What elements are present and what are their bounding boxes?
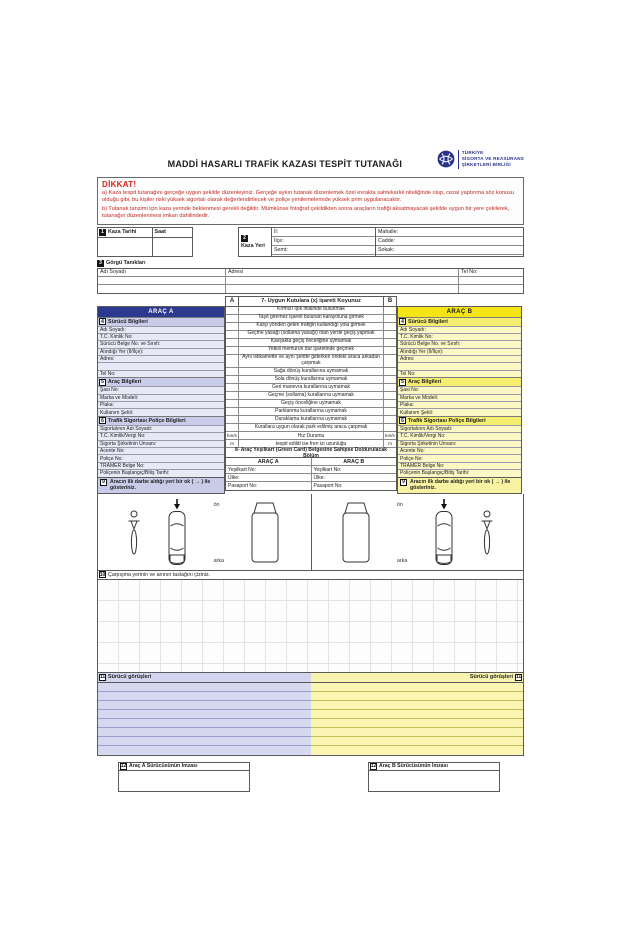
violation-label: Duraklama kurallarına uymamak bbox=[275, 415, 347, 422]
section-4-number: 4 bbox=[99, 318, 106, 325]
accident-date-label: Kaza Tarihi bbox=[108, 229, 137, 235]
witness-address-input[interactable] bbox=[226, 277, 459, 284]
violation-label: Geçme (sollama) kurallarına uymamak bbox=[268, 391, 354, 398]
policy-field-row-a[interactable]: TRAMER Belge No: bbox=[98, 462, 224, 469]
witnesses-table bbox=[97, 268, 524, 294]
section-6-number: 6 bbox=[99, 417, 106, 424]
vehicle-field-row-b[interactable]: Marka ve Modeli: bbox=[398, 394, 521, 401]
witness-row bbox=[98, 285, 523, 293]
form-header bbox=[97, 150, 524, 177]
section-1-number: 1 bbox=[99, 229, 106, 236]
brake-unit-b[interactable]: m bbox=[383, 440, 396, 447]
front-label: ön bbox=[213, 501, 220, 508]
front-label: ön bbox=[396, 501, 403, 508]
greencard-title: 8- Araç Yeşilkart (Green Card) Belgesine Sahipse Doldurulacak Bölüm bbox=[226, 448, 396, 458]
violation-checkbox-b[interactable] bbox=[383, 416, 396, 423]
speed-label: Hız Durumu bbox=[297, 432, 325, 439]
policy-field-row-a[interactable]: Poliçenin Başlangıç/Bitiş Tarihi: bbox=[98, 469, 224, 476]
greencard-row bbox=[226, 474, 396, 482]
violation-checkbox-a[interactable] bbox=[226, 347, 239, 354]
impact-arrow-icon bbox=[173, 499, 181, 510]
opinions-lines-a[interactable] bbox=[98, 683, 311, 755]
policy-field-row-b[interactable]: Acente No: bbox=[398, 447, 521, 454]
driver-field-row-a[interactable]: T.C. Kimlik No: bbox=[98, 333, 224, 340]
policy-field-row-b[interactable]: Poliçe No: bbox=[398, 454, 521, 461]
front-rear-labels bbox=[214, 502, 225, 564]
violation-row bbox=[226, 408, 396, 416]
witness-phone-header: Tel No: bbox=[461, 269, 478, 275]
place-right-fields bbox=[376, 228, 523, 256]
violation-checkbox-b[interactable] bbox=[383, 355, 396, 368]
witnesses-label: Görgü Tanıkları bbox=[106, 260, 146, 266]
violation-checkbox-a[interactable] bbox=[226, 323, 239, 330]
accident-place-box bbox=[238, 227, 524, 257]
violation-row bbox=[226, 368, 396, 376]
insurers-association-logo bbox=[437, 150, 524, 169]
impact-diagram-band bbox=[97, 494, 524, 570]
greencard-field-b[interactable]: Yeşilkart No: bbox=[313, 466, 342, 473]
driver-field-row-b[interactable]: T.C. Kimlik No: bbox=[398, 333, 521, 340]
driver-field-row-b[interactable]: Alındığı Yer (İl/İlçe): bbox=[398, 348, 521, 355]
violation-label: Kırmızı ışık ihlalinde bulunmak bbox=[277, 306, 345, 313]
section-10-number: 10 bbox=[99, 571, 106, 578]
column-b-header: B bbox=[383, 297, 396, 306]
brake-unit-a[interactable]: m bbox=[226, 440, 239, 447]
section-11-number: 11 bbox=[515, 674, 522, 681]
speed-row bbox=[226, 432, 396, 440]
violation-checkbox-b[interactable] bbox=[383, 323, 396, 330]
violation-label: Sola dönüş kurallarına uymamak bbox=[274, 375, 348, 382]
car-with-arrow bbox=[433, 499, 455, 566]
violation-label: Kavşakta geçiş önceliğine uymamak bbox=[270, 338, 352, 345]
violation-label: Kurallara uygun olarak park edilmiş araca çarpmak bbox=[254, 423, 368, 430]
sketch-caption bbox=[98, 571, 523, 580]
section-12-number: 12 bbox=[120, 763, 127, 770]
opinions-body bbox=[97, 683, 524, 756]
vehicle-a-title: ARAÇ A bbox=[98, 307, 224, 317]
violation-checkbox-b[interactable] bbox=[383, 384, 396, 391]
violation-checkbox-a[interactable] bbox=[226, 408, 239, 415]
section-9-number: 9 bbox=[100, 479, 107, 486]
driver-field-row-b[interactable]: Adres: bbox=[398, 355, 521, 362]
vehicle-b-title: ARAÇ B bbox=[398, 307, 521, 317]
diagram-divider bbox=[311, 494, 312, 570]
signature-box-b bbox=[368, 762, 500, 792]
vehicle-a-column bbox=[97, 296, 225, 494]
vehicle-field-row-b[interactable]: Şasi No: bbox=[398, 386, 521, 393]
policy-field-row-a[interactable]: T.C. Kimlik/Vergi No: bbox=[98, 432, 224, 439]
vehicle-b-column bbox=[397, 296, 522, 494]
accident-date-input[interactable] bbox=[98, 238, 153, 256]
place-left-fields bbox=[272, 228, 376, 256]
motorcycle-icon bbox=[480, 509, 494, 557]
opinions-lines-b[interactable] bbox=[311, 683, 524, 755]
section-2-number: 2 bbox=[241, 235, 248, 242]
violation-row bbox=[226, 416, 396, 424]
violation-checkbox-b[interactable] bbox=[383, 347, 396, 354]
impact-instruction-b: 9 Aracın ilk darbe aldığı yeri bir ok ( → ) ile gösteriniz. bbox=[398, 477, 521, 493]
vehicle-info-header-b: 5 Araç Bilgileri bbox=[398, 377, 521, 386]
violation-checkbox-b[interactable] bbox=[383, 376, 396, 383]
violation-checkbox-b[interactable] bbox=[383, 315, 396, 322]
motorcycle-icon bbox=[127, 509, 141, 557]
speed-unit-b[interactable]: km/s bbox=[383, 432, 396, 439]
opinions-header bbox=[97, 673, 524, 683]
policy-field-row-a[interactable]: Acente No: bbox=[98, 447, 224, 454]
policy-field-row-a[interactable]: Poliçe No: bbox=[98, 454, 224, 461]
main-band bbox=[97, 296, 524, 494]
vehicle-field-row-b[interactable]: Kullanım Şekli: bbox=[398, 408, 521, 415]
violation-checkbox-b[interactable] bbox=[383, 400, 396, 407]
accident-place-label: Kaza Yeri bbox=[241, 242, 265, 249]
violation-label: Geçiş önceliğine uymamak bbox=[281, 399, 341, 406]
place-field-row[interactable]: Semt: bbox=[272, 246, 375, 255]
greencard-subheader bbox=[226, 458, 396, 466]
vehicle-field-row-a[interactable]: Plaka: bbox=[98, 401, 224, 408]
violation-row bbox=[226, 384, 396, 392]
policy-field-row-a[interactable]: Sigorta Şirketinin Unvanı: bbox=[98, 440, 224, 447]
accident-place-label-cell bbox=[239, 228, 272, 256]
violation-checkbox-b[interactable] bbox=[383, 424, 396, 431]
car-top-view-icon bbox=[433, 510, 455, 566]
violations-header bbox=[226, 297, 396, 307]
witness-name-header: Adı Soyadı bbox=[98, 269, 226, 276]
driver-field-row-b[interactable] bbox=[398, 362, 521, 369]
signature-caption-b: 12 Araç B Sürücüsünün İmzası bbox=[368, 762, 500, 771]
logo-text bbox=[458, 150, 524, 169]
spacer bbox=[193, 227, 238, 257]
warning-title: DİKKAT! bbox=[102, 180, 137, 189]
form-title: MADDİ HASARLI TRAFİK KAZASI TESPİT TUTANAĞI bbox=[167, 159, 403, 169]
violation-checkbox-b[interactable] bbox=[383, 331, 396, 338]
car-top-view-icon bbox=[166, 510, 188, 566]
section-9-number: 9 bbox=[400, 479, 407, 486]
column-a-header: A bbox=[226, 297, 239, 306]
sketch-label: Çarpışma yerinin ve anının taslağını çiziniz. bbox=[108, 571, 211, 578]
vehicle-a-diagrams[interactable] bbox=[98, 494, 311, 570]
violation-row bbox=[226, 424, 396, 432]
section-6-number: 6 bbox=[399, 417, 406, 424]
policy-field-row-b[interactable]: Poliçenin Başlangıç/Bitiş Tarihi: bbox=[398, 469, 521, 476]
signature-caption-a: 12 Araç A Sürücüsünün İmzası bbox=[118, 762, 250, 771]
sketch-grid-area[interactable] bbox=[98, 580, 523, 672]
violation-checkbox-a[interactable] bbox=[226, 368, 239, 375]
policy-field-row-b[interactable]: Sigorta Şirketinin Unvanı: bbox=[398, 440, 521, 447]
car-with-arrow bbox=[166, 499, 188, 566]
witnesses-header-row bbox=[98, 269, 523, 277]
violation-row bbox=[226, 355, 396, 369]
section-4-number: 4 bbox=[399, 318, 406, 325]
opinions-header-a: 11 Sürücü görüşleri bbox=[98, 673, 311, 682]
policy-field-row-b[interactable]: Sigortalının Adı Soyadı: bbox=[398, 425, 521, 432]
driver-field-row-b[interactable]: Tel No: bbox=[398, 370, 521, 377]
witness-name-input[interactable] bbox=[98, 285, 226, 293]
driver-field-row-a[interactable]: Alındığı Yer (İl/İlçe): bbox=[98, 348, 224, 355]
violation-label: Aynı istikamette ve aynı şeritte giderken öndeki araca arkadan çarpmak bbox=[242, 354, 380, 366]
section-12-number: 12 bbox=[370, 763, 377, 770]
witness-address-input[interactable] bbox=[226, 285, 459, 293]
violation-row bbox=[226, 392, 396, 400]
sketch-section bbox=[97, 570, 524, 673]
logo-emblem-icon bbox=[437, 150, 455, 168]
violation-checkbox-a[interactable] bbox=[226, 424, 239, 431]
violation-label: Geçme yasağı (sollama yasağı) olan yerde geçiş yapmak bbox=[247, 330, 375, 337]
vehicle-field-row-a[interactable]: Marka ve Modeli: bbox=[98, 394, 224, 401]
violations-table bbox=[225, 296, 397, 492]
driver-field-row-a[interactable]: Tel No: bbox=[98, 370, 224, 377]
violation-checkbox-a[interactable] bbox=[226, 392, 239, 399]
violation-row bbox=[226, 376, 396, 384]
rear-label: arka bbox=[213, 557, 225, 564]
driver-field-row-a[interactable]: Sürücü Belge No. ve Sınıfı: bbox=[98, 340, 224, 347]
policy-field-row-b[interactable]: T.C. Kimlik/Vergi No: bbox=[398, 432, 521, 439]
accident-date-label-cell bbox=[98, 228, 153, 237]
section-5-number: 5 bbox=[399, 379, 406, 386]
policy-field-row-a[interactable]: Sigortalının Adı Soyadı: bbox=[98, 425, 224, 432]
greencard-field-a[interactable]: Pasaport No: bbox=[226, 482, 312, 490]
vehicle-field-row-b[interactable]: Plaka: bbox=[398, 401, 521, 408]
greencard-field-b[interactable]: Pasaport No: bbox=[313, 483, 343, 489]
place-field-row[interactable]: Cadde: bbox=[376, 237, 523, 246]
section-3-number: 3 bbox=[97, 260, 104, 267]
truck-top-view-icon bbox=[249, 501, 281, 565]
witness-phone-input[interactable] bbox=[459, 285, 523, 293]
driver-field-row-a[interactable]: Adı Soyadı: bbox=[98, 326, 224, 333]
violation-checkbox-b[interactable] bbox=[383, 339, 396, 346]
logo-text-line: SİGORTA VE REASÜRANS bbox=[461, 156, 524, 162]
driver-field-row-b[interactable]: Sürücü Belge No. ve Sınıfı: bbox=[398, 340, 521, 347]
logo-text-line: TÜRKİYE bbox=[461, 150, 484, 155]
greencard-col-a: ARAÇ A bbox=[226, 458, 312, 465]
greencard-field-a[interactable]: Ülke: bbox=[226, 474, 312, 481]
policy-info-header-a: 6 Trafik Sigortası Poliçe Bilgileri bbox=[98, 416, 224, 425]
violation-label: Karşı yönden gelen trafiğin kullandığı yola girmek bbox=[256, 322, 366, 329]
policy-field-row-b[interactable]: TRAMER Belge No: bbox=[398, 462, 521, 469]
violation-checkbox-a[interactable] bbox=[226, 416, 239, 423]
section-11-number: 11 bbox=[99, 674, 106, 681]
witness-phone-input[interactable] bbox=[459, 277, 523, 284]
policy-info-header-b: 6 Trafik Sigortası Poliçe Bilgileri bbox=[398, 416, 521, 425]
signature-area-b[interactable] bbox=[368, 771, 500, 792]
vehicle-field-row-a[interactable]: Şasi No: bbox=[98, 386, 224, 393]
violation-label: Yetkili memurun dur işaretinde geçmek bbox=[268, 346, 354, 353]
impact-instruction-a: 9 Aracın ilk darbe aldığı yeri bir ok ( → ) ile gösteriniz. bbox=[98, 477, 224, 493]
witness-name-input[interactable] bbox=[98, 277, 226, 284]
place-field-row[interactable]: Mahalle: bbox=[376, 228, 523, 237]
place-field-row[interactable]: Sokak: bbox=[376, 246, 523, 255]
violation-label: Geri manevra kurallarına uymamak bbox=[271, 383, 351, 390]
place-field-row[interactable]: İl: bbox=[272, 228, 375, 237]
rear-label: arka bbox=[396, 557, 408, 564]
violation-label: Parklanma kurallarına uymamak bbox=[275, 407, 347, 414]
greencard-row bbox=[226, 466, 396, 474]
witnesses-caption bbox=[97, 259, 524, 268]
witness-row bbox=[98, 277, 523, 285]
driver-info-header-b: 4 Sürücü Bilgileri bbox=[398, 317, 521, 326]
warning-paragraph: a) Kaza tespit tutanağını gerçeğe uygun şekilde düzenleyiniz. Gerçeğe aykırı tutanak düzenlemek özel evrakta sahtekarlık niteliğinde olup, cezai yaptırıma söz konusu olduğu gibi, bu kişiler riski yüksek sigortalı olarak değerlendirilecek ve poliçe yenilemelerinde yüksek prim uygulanacaktır. bbox=[102, 190, 514, 204]
driver-field-row-a[interactable]: Adres: bbox=[98, 355, 224, 362]
signatures-band bbox=[97, 762, 524, 792]
opinions-header-b: Sürücü görüşleri 11 bbox=[311, 673, 524, 682]
violations-title: 7- Uygun Kutulara (x) işareti Koyunuz bbox=[261, 298, 361, 304]
violation-checkbox-a[interactable] bbox=[226, 376, 239, 383]
violation-row bbox=[226, 400, 396, 408]
brake-label: tespit edildi ise fren izi uzunluğu bbox=[275, 440, 347, 447]
violation-checkbox-a[interactable] bbox=[226, 339, 239, 346]
violation-checkbox-a[interactable] bbox=[226, 307, 239, 314]
violation-label: Taşıt giremez işareti bulunan karayoluna girmek bbox=[258, 314, 364, 321]
warning-paragraph: b) Tutanak tanzimi için kaza yerinde beklenmesi gerekli değildir. Mümkünse fotoğraf çekildikten sonra araçların trafiği aksatmayacak şekilde uygun bir yere çekilerek, tutanağın düzenlenmesi imkan dahilindedir. bbox=[102, 205, 510, 220]
greencard-row bbox=[226, 482, 396, 490]
signature-box-a bbox=[118, 762, 250, 792]
violation-checkbox-b[interactable] bbox=[383, 307, 396, 314]
greencard-field-a[interactable]: Yeşilkart No: bbox=[226, 466, 312, 473]
place-field-row[interactable]: İlçe: bbox=[272, 237, 375, 246]
warning-box bbox=[97, 177, 524, 225]
violation-checkbox-a[interactable] bbox=[226, 400, 239, 407]
driver-field-row-b[interactable]: Adı Soyadı: bbox=[398, 326, 521, 333]
violation-checkbox-b[interactable] bbox=[383, 392, 396, 399]
vehicle-b-diagrams[interactable] bbox=[311, 494, 524, 570]
vehicle-info-header-a: 5 Araç Bilgileri bbox=[98, 377, 224, 386]
vehicle-field-row-a[interactable]: Kullanım Şekli: bbox=[98, 408, 224, 415]
violation-checkbox-a[interactable] bbox=[226, 315, 239, 322]
violation-checkbox-a[interactable] bbox=[226, 331, 239, 338]
accident-date-box bbox=[97, 227, 193, 257]
witness-address-header: Adresi bbox=[226, 269, 459, 276]
violation-checkbox-a[interactable] bbox=[226, 384, 239, 391]
driver-info-header-a: 4 Sürücü Bilgileri bbox=[98, 317, 224, 326]
violation-checkbox-a[interactable] bbox=[226, 355, 239, 368]
truck-top-view-icon bbox=[340, 501, 372, 565]
violation-label: Sağa dönüş kurallarına uymamak bbox=[273, 367, 349, 374]
violation-checkbox-b[interactable] bbox=[383, 368, 396, 375]
date-place-band bbox=[97, 227, 524, 257]
accident-report-form bbox=[97, 150, 524, 792]
section-5-number: 5 bbox=[99, 379, 106, 386]
front-rear-labels bbox=[397, 502, 408, 564]
signature-area-a[interactable] bbox=[118, 771, 250, 792]
driver-field-row-a[interactable] bbox=[98, 362, 224, 369]
accident-time-label: Saat bbox=[154, 229, 166, 235]
impact-arrow-icon bbox=[440, 499, 448, 510]
logo-text-line: ŞİRKETLERİ BİRLİĞİ bbox=[461, 162, 511, 168]
greencard-field-b[interactable]: Ülke: bbox=[313, 474, 325, 481]
speed-unit-a[interactable]: km/s bbox=[226, 432, 239, 439]
violation-checkbox-b[interactable] bbox=[383, 408, 396, 415]
witnesses-section bbox=[97, 259, 524, 294]
greencard-col-b: ARAÇ B bbox=[343, 458, 365, 465]
